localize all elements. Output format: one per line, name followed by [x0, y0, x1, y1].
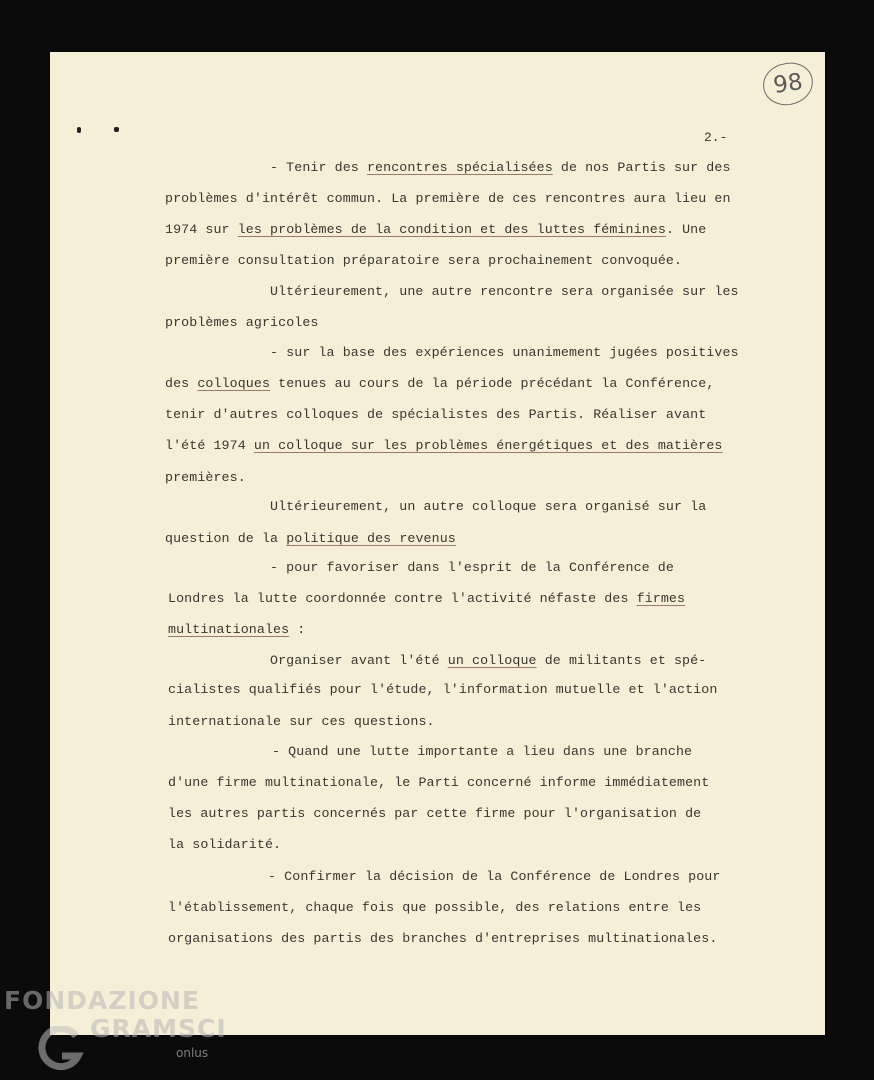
text-line	[168, 775, 709, 790]
text-span: - Quand une lutte importante a lieu dans une branche	[272, 744, 693, 759]
text-span: . Une	[665, 222, 707, 237]
text-span: organisations des partis des branches d'entreprises multinationales.	[168, 931, 718, 946]
text-line	[165, 222, 706, 237]
text-line	[168, 931, 717, 946]
text-span: premières.	[165, 470, 246, 485]
text-span: tenues au cours de la période précédant la Conférence,	[270, 376, 715, 391]
text-span: - Confirmer la décision de la Conférence de Londres pour	[268, 869, 721, 884]
text-span: tenir d'autres colloques de spécialistes des Partis. Réaliser avant	[165, 407, 707, 422]
watermark-line-2: GRAMSCI	[90, 1014, 227, 1043]
watermark-g-icon	[38, 1026, 84, 1072]
underlined-phrase: un colloque	[447, 653, 537, 668]
text-span: question de la	[165, 531, 287, 546]
text-line	[165, 191, 731, 206]
text-line	[270, 560, 674, 575]
page-number: 2.-	[704, 130, 728, 145]
text-line	[268, 869, 720, 884]
punch-mark-left	[77, 127, 81, 133]
text-line	[165, 315, 319, 330]
watermark-line-3: onlus	[176, 1046, 209, 1060]
text-line	[165, 407, 706, 422]
text-line	[165, 253, 682, 268]
underlined-phrase: politique des revenus	[286, 531, 456, 546]
text-span: les autres partis concernés par cette firme pour l'organisation de	[168, 806, 702, 821]
text-line	[165, 470, 246, 485]
text-span: la solidarité.	[168, 837, 282, 852]
underlined-phrase: les problèmes de la condition et des luttes féminines	[237, 222, 666, 237]
document-page	[50, 52, 825, 1035]
text-line	[272, 744, 692, 759]
text-line	[168, 591, 685, 606]
text-span: - Tenir des	[270, 160, 367, 175]
text-line	[270, 653, 706, 668]
text-span: Organiser avant l'été	[270, 653, 448, 668]
text-span: d'une firme multinationale, le Parti concerné informe immédiatement	[168, 775, 710, 790]
text-span: Londres la lutte coordonnée contre l'activité néfaste des	[168, 591, 637, 606]
text-span: de nos Partis sur des	[552, 160, 731, 175]
text-span: internationale sur ces questions.	[168, 714, 435, 729]
text-span: 1974 sur	[165, 222, 238, 237]
text-line	[168, 900, 701, 915]
text-span: - pour favoriser dans l'esprit de la Conférence de	[270, 560, 674, 575]
text-span: problèmes agricoles	[165, 315, 319, 330]
text-span: - sur la base des expériences unanimement jugées positives	[270, 345, 739, 360]
text-line	[270, 284, 739, 299]
text-line	[270, 499, 706, 514]
underlined-phrase: colloques	[197, 376, 271, 391]
text-span: première consultation préparatoire sera prochainement convoquée.	[165, 253, 683, 268]
text-line	[168, 714, 435, 729]
text-span: problèmes d'intérêt commun. La première de ces rencontres aura lieu en	[165, 191, 731, 206]
text-span: des	[165, 376, 198, 391]
text-line	[165, 531, 456, 546]
text-span: de militants et spé-	[536, 653, 707, 668]
text-line	[168, 806, 701, 821]
text-line	[165, 376, 714, 391]
text-line	[168, 622, 305, 637]
underlined-phrase: firmes	[636, 591, 686, 606]
underlined-phrase: multinationales	[168, 622, 290, 637]
text-line	[168, 682, 717, 697]
text-line	[270, 345, 739, 360]
underlined-phrase: un colloque sur les problèmes énergétiques et des matières	[253, 438, 723, 453]
watermark-logo	[4, 986, 227, 1060]
watermark-line-1: FONDAZIONE	[4, 986, 201, 1015]
text-line	[270, 160, 731, 175]
underlined-phrase: rencontres spécialisées	[366, 160, 553, 175]
text-line	[165, 438, 722, 453]
text-span: Ultérieurement, un autre colloque sera organisé sur la	[270, 499, 707, 514]
text-span: l'été 1974	[165, 438, 254, 453]
text-span: l'établissement, chaque fois que possible, des relations entre les	[168, 900, 702, 915]
archive-number-stamp: 98	[760, 60, 815, 109]
text-span: cialistes qualifiés pour l'étude, l'information mutuelle et l'action	[168, 682, 718, 697]
text-span: Ultérieurement, une autre rencontre sera organisée sur les	[270, 284, 739, 299]
punch-mark-right	[114, 127, 119, 132]
text-line	[168, 837, 281, 852]
text-span: :	[289, 622, 306, 637]
